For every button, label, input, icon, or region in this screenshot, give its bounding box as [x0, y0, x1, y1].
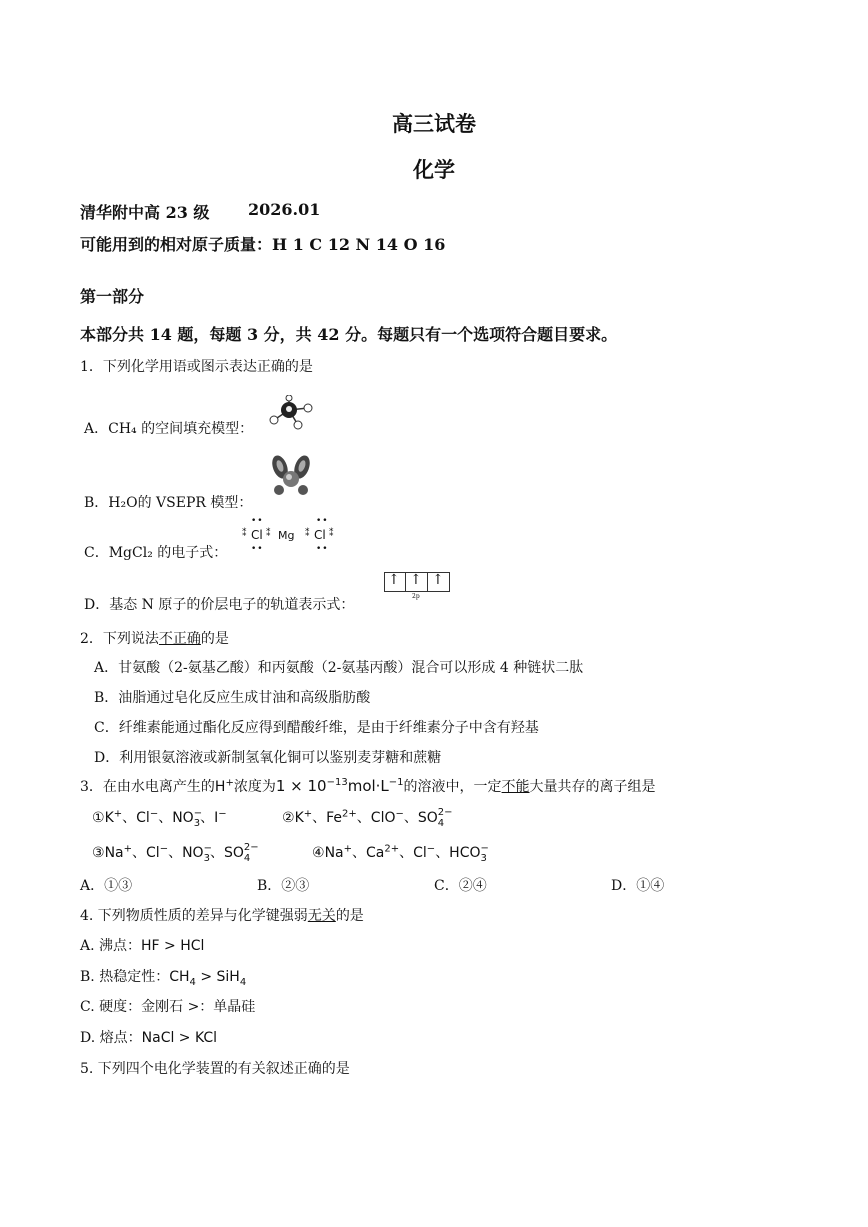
q3-ion-group-3: ③Na+、Cl−、NO $_{- 3}$、SO $_{2- 4}$ — [92, 841, 259, 864]
up-arrow-icon: ↑ — [388, 572, 400, 588]
q1-option-b: B．H₂O的 VSEPR 模型： — [84, 495, 253, 511]
q3-option-c: C．②④ — [434, 878, 487, 894]
electron-pair-icon: •• — [251, 544, 264, 554]
electron-pair-icon: ⁑ — [266, 529, 271, 539]
q2-option-b: B．油脂通过皂化反应生成甘油和高级脂肪酸 — [94, 690, 371, 706]
chlorine-symbol: Cl — [251, 528, 263, 542]
q5-stem: 5. 下列四个电化学装置的有关叙述正确的是 — [80, 1061, 350, 1077]
q3-option-d: D．①④ — [611, 878, 665, 894]
q4-option-a: A. 沸点：HF > HCl — [80, 938, 205, 954]
exam-date: 2026.01 — [248, 200, 321, 219]
school-label: 清华附中高 23 级 — [80, 203, 210, 222]
q4-option-b: B. 热稳定性：$CH_4 > SiH_4$ — [80, 969, 247, 988]
exam-title: 高三试卷 — [392, 111, 476, 136]
electron-pair-icon: •• — [316, 544, 329, 554]
q4-stem: 4. 下列物质性质的差异与化学键强弱无关的是 — [80, 908, 364, 924]
orbital-label: 2p — [412, 593, 420, 600]
nitrogen-orbital-diagram — [384, 572, 450, 600]
q2-stem: 2．下列说法不正确的是 — [80, 631, 229, 647]
q2-option-c: C．纤维素能通过酯化反应得到醋酸纤维，是由于纤维素分子中含有羟基 — [94, 720, 539, 736]
q2-option-a: A．甘氨酸（2-氨基乙酸）和丙氨酸（2-氨基丙酸）混合可以形成 4 种链状二肽 — [94, 660, 584, 676]
q3-stem: 3．在由水电离产生的H+浓度为$1 \times 10^{-13}mol\cdot L^{-1}$的溶液中，一定不能大量共存的离子组是 — [80, 777, 656, 795]
q3-ion-group-2: ②K+、$Fe^{2+}$、ClO−、SO $_{2- 4}$ — [282, 806, 453, 829]
magnesium-symbol: Mg — [278, 529, 295, 542]
part-heading: 第一部分 — [80, 287, 145, 306]
part-instructions: 本部分共 14 题，每题 3 分，共 42 分。每题只有一个选项符合题目要求。 — [80, 325, 618, 344]
electron-pair-icon: ⁑ — [242, 529, 247, 539]
q4-option-d: D. 熔点：NaCl > KCl — [80, 1030, 218, 1046]
h2o-vsepr-model — [268, 452, 316, 500]
electron-pair-icon: ⁑ — [305, 529, 310, 539]
up-arrow-icon: ↑ — [432, 572, 444, 588]
mgcl2-electron-dot-formula — [242, 516, 342, 558]
q1-stem: 1．下列化学用语或图示表达正确的是 — [80, 359, 313, 375]
q3-option-a: A．①③ — [80, 878, 133, 894]
electron-pair-icon: ⁑ — [329, 529, 334, 539]
electron-pair-icon: •• — [251, 516, 264, 526]
atomic-masses: 可能用到的相对原子质量：H 1 C 12 N 14 O 16 — [80, 235, 446, 254]
ch4-space-filling-model — [262, 395, 322, 435]
q3-option-b: B．②③ — [257, 878, 310, 894]
q1-option-d: D．基态 N 原子的价层电子的轨道表示式： — [84, 597, 355, 613]
q1-option-c: C．MgCl₂ 的电子式： — [84, 545, 228, 561]
q4-option-c: C. 硬度：金刚石 >：单晶硅 — [80, 999, 256, 1015]
chlorine-symbol: Cl — [314, 528, 326, 542]
q1-option-a: A．CH₄ 的空间填充模型： — [84, 421, 254, 437]
q2-option-d: D．利用银氨溶液或新制氢氧化铜可以鉴别麦芽糖和蔗糖 — [94, 750, 442, 766]
subject-title: 化学 — [413, 157, 455, 182]
q3-ion-group-4: ④Na+、$Ca^{2+}$、Cl−、HCO $_{- 3}$ — [312, 842, 489, 864]
electron-pair-icon: •• — [316, 516, 329, 526]
up-arrow-icon: ↑ — [410, 572, 422, 588]
q3-ion-group-1: ①K+、Cl−、NO $_{- 3}$、I− — [92, 807, 227, 829]
